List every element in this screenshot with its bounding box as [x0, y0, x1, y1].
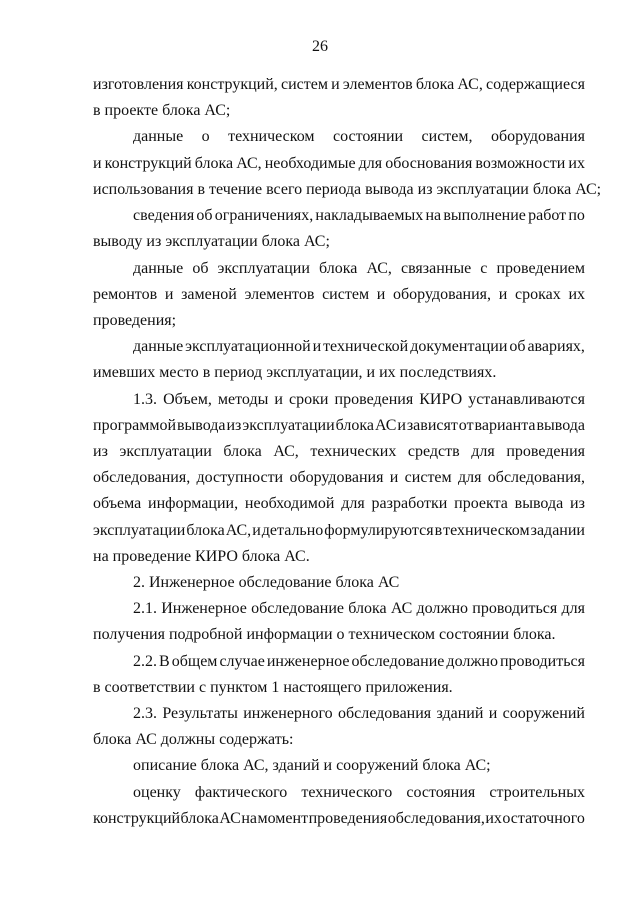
- word: их: [485, 810, 502, 827]
- word: технической: [323, 338, 409, 355]
- word: обследование: [251, 600, 344, 617]
- text-line-15: [93, 441, 585, 463]
- word: блока: [180, 810, 219, 827]
- word: и: [397, 417, 406, 434]
- word: конструкций: [93, 810, 181, 827]
- word: оборудования: [289, 469, 384, 486]
- word: технических: [310, 443, 397, 460]
- word: Результаты: [162, 705, 238, 722]
- word: общем: [171, 653, 218, 670]
- word: обоснования: [385, 155, 473, 172]
- word: из: [570, 495, 585, 512]
- word: необходимой: [244, 495, 335, 512]
- word: АС,: [366, 260, 392, 277]
- word: ремонтов: [93, 286, 158, 303]
- word: технического: [301, 784, 393, 801]
- text-line-11: [133, 336, 585, 358]
- word: АС: [219, 810, 241, 827]
- word: вывода: [514, 495, 564, 512]
- word: 2.1.: [133, 600, 157, 617]
- word: для: [358, 155, 383, 172]
- word: обследования,: [387, 810, 485, 827]
- word: из: [226, 417, 242, 434]
- word: обследование: [351, 653, 445, 670]
- word: блока: [186, 522, 225, 539]
- word: об: [509, 338, 526, 355]
- word: остаточного: [502, 810, 585, 827]
- word: блока: [318, 260, 358, 277]
- word: сооружений: [502, 705, 585, 722]
- word: детально: [261, 522, 324, 539]
- text-line-4: [93, 153, 585, 175]
- text-line-5: использования в течение всего периода вывода из эксплуатации блока АС;: [93, 181, 602, 198]
- word: конструкций: [104, 155, 192, 172]
- word: накладываемых: [315, 207, 424, 224]
- word: эксплуатации: [217, 260, 310, 277]
- word: и: [252, 522, 261, 539]
- word: от: [458, 417, 474, 434]
- text-line-1: [93, 74, 585, 96]
- text-line-2: в проекте блока АС;: [93, 102, 231, 119]
- word: и: [312, 338, 322, 355]
- word: обследования,: [93, 469, 191, 486]
- word: доступности: [196, 469, 284, 486]
- word: 2.2.: [133, 653, 157, 670]
- word: методы: [217, 391, 269, 408]
- word: элементов: [244, 286, 315, 303]
- word: оборудования: [490, 128, 585, 145]
- text-line-24: в соответствии с пунктом 1 настоящего приложения.: [93, 679, 453, 696]
- word: вывода: [536, 417, 585, 434]
- word: момент: [257, 810, 309, 827]
- word: проведения: [334, 391, 414, 408]
- word: и: [164, 286, 174, 303]
- text-line-25: [133, 703, 585, 725]
- text-line-13: [133, 389, 585, 411]
- word: элементов: [342, 76, 413, 93]
- word: проекта: [454, 495, 508, 512]
- word: объема: [93, 495, 142, 512]
- word: блока: [415, 76, 455, 93]
- word: возможности: [475, 155, 566, 172]
- word: заменой: [181, 286, 237, 303]
- word: 1.3.: [133, 391, 157, 408]
- word: обследования,: [487, 469, 585, 486]
- word: информации,: [148, 495, 239, 512]
- word: для: [561, 600, 585, 617]
- text-line-17: [93, 493, 585, 515]
- page-number: 26: [312, 38, 328, 55]
- word: конструкций,: [186, 76, 278, 93]
- word: блока: [194, 155, 234, 172]
- word: оборудования,: [393, 286, 492, 303]
- text-line-22: получения подробной информации о техническом состоянии блока.: [93, 626, 556, 643]
- word: техническом: [228, 128, 315, 145]
- word: эксплуатации: [119, 443, 212, 460]
- word: сведения: [133, 207, 195, 224]
- text-line-6: [133, 205, 585, 227]
- word: АС: [390, 600, 413, 617]
- word: систем: [280, 76, 328, 93]
- word: необходимые: [264, 155, 356, 172]
- word: инженерного: [243, 705, 333, 722]
- word: АС: [374, 417, 397, 434]
- word: в: [434, 522, 443, 539]
- word: блока: [335, 417, 374, 434]
- word: АС,: [273, 443, 299, 460]
- word: их: [568, 286, 585, 303]
- word: изготовления: [93, 76, 184, 93]
- word: и: [93, 155, 102, 172]
- word: данные: [133, 338, 184, 355]
- text-line-7: выводу из эксплуатации блока АС;: [93, 233, 330, 250]
- word: данные: [133, 260, 184, 277]
- word: Объем,: [163, 391, 212, 408]
- word: проведением: [496, 260, 585, 277]
- text-line-26: блока АС должны содержать:: [93, 731, 294, 748]
- word: должно: [416, 600, 469, 617]
- word: программой: [93, 417, 177, 434]
- word: средств: [407, 443, 460, 460]
- word: фактического: [194, 784, 288, 801]
- word: и: [376, 286, 386, 303]
- word: АС,: [225, 522, 252, 539]
- word: задании: [530, 522, 585, 539]
- text-line-3: [133, 126, 585, 148]
- word: систем: [404, 469, 452, 486]
- word: инженерное: [266, 653, 350, 670]
- word: содержащиеся: [486, 76, 585, 93]
- word: случае: [219, 653, 265, 670]
- word: выполнение: [443, 207, 526, 224]
- word: из: [93, 443, 108, 460]
- text-line-14: [93, 415, 585, 437]
- text-line-9: [93, 284, 585, 306]
- word: и: [498, 286, 508, 303]
- word: ограничениях,: [214, 207, 314, 224]
- word: оценку: [133, 784, 181, 801]
- word: и: [488, 705, 498, 722]
- text-line-23: [133, 651, 585, 673]
- text-line-12: имевших место в период эксплуатации, и их последствиях.: [93, 364, 497, 381]
- word: сроках: [515, 286, 561, 303]
- word: документации: [410, 338, 508, 355]
- text-line-8: [133, 258, 585, 280]
- word: зависят: [406, 417, 458, 434]
- word: на: [241, 810, 257, 827]
- word: эксплуатации: [242, 417, 335, 434]
- word: формулируются: [324, 522, 434, 539]
- word: связанные: [400, 260, 472, 277]
- word: варианта: [474, 417, 536, 434]
- text-line-27: описание блока АС, зданий и сооружений блока АС;: [133, 757, 491, 774]
- word: авариях,: [527, 338, 585, 355]
- word: эксплуатации: [93, 522, 186, 539]
- word: вывода: [177, 417, 226, 434]
- word: АС,: [457, 76, 483, 93]
- word: с: [480, 260, 488, 277]
- word: об: [196, 207, 213, 224]
- text-line-18: [93, 520, 585, 542]
- text-line-28: [133, 782, 585, 804]
- word: на: [425, 207, 442, 224]
- text-line-21: [133, 598, 585, 620]
- word: проведения: [308, 810, 388, 827]
- word: состояния: [406, 784, 476, 801]
- text-line-16: [93, 467, 585, 489]
- word: устанавливаются: [468, 391, 585, 408]
- text-line-10: проведения;: [93, 312, 177, 329]
- word: зданий: [436, 705, 484, 722]
- word: и: [331, 76, 340, 93]
- word: об: [192, 260, 209, 277]
- word: по: [568, 207, 585, 224]
- word: и: [274, 391, 283, 408]
- word: систем: [322, 286, 370, 303]
- word: блока: [348, 600, 387, 617]
- section-heading: 2. Инженерное обследование блока АС: [133, 574, 400, 591]
- word: сроки: [289, 391, 329, 408]
- word: АС,: [236, 155, 262, 172]
- word: Инженерное: [161, 600, 247, 617]
- word: должно: [446, 653, 498, 670]
- word: данные: [133, 128, 184, 145]
- word: для: [341, 495, 365, 512]
- word: их: [568, 155, 585, 172]
- word: разработки: [371, 495, 448, 512]
- word: для: [457, 469, 482, 486]
- word: и: [389, 469, 399, 486]
- word: систем,: [421, 128, 473, 145]
- word: 2.3.: [133, 705, 157, 722]
- word: блока: [223, 443, 262, 460]
- text-line-19: на проведение КИРО блока АС.: [93, 548, 310, 565]
- word: для: [471, 443, 495, 460]
- word: проводиться: [472, 600, 558, 617]
- word: о: [201, 128, 210, 145]
- word: В: [159, 653, 170, 670]
- word: КИРО: [419, 391, 463, 408]
- word: состоянии: [332, 128, 404, 145]
- text-line-29: [93, 808, 585, 830]
- word: обследования: [337, 705, 432, 722]
- word: работ: [528, 207, 567, 224]
- word: техническом: [443, 522, 530, 539]
- word: проведения: [506, 443, 585, 460]
- word: строительных: [489, 784, 585, 801]
- word: проводиться: [499, 653, 585, 670]
- word: эксплуатационной: [185, 338, 311, 355]
